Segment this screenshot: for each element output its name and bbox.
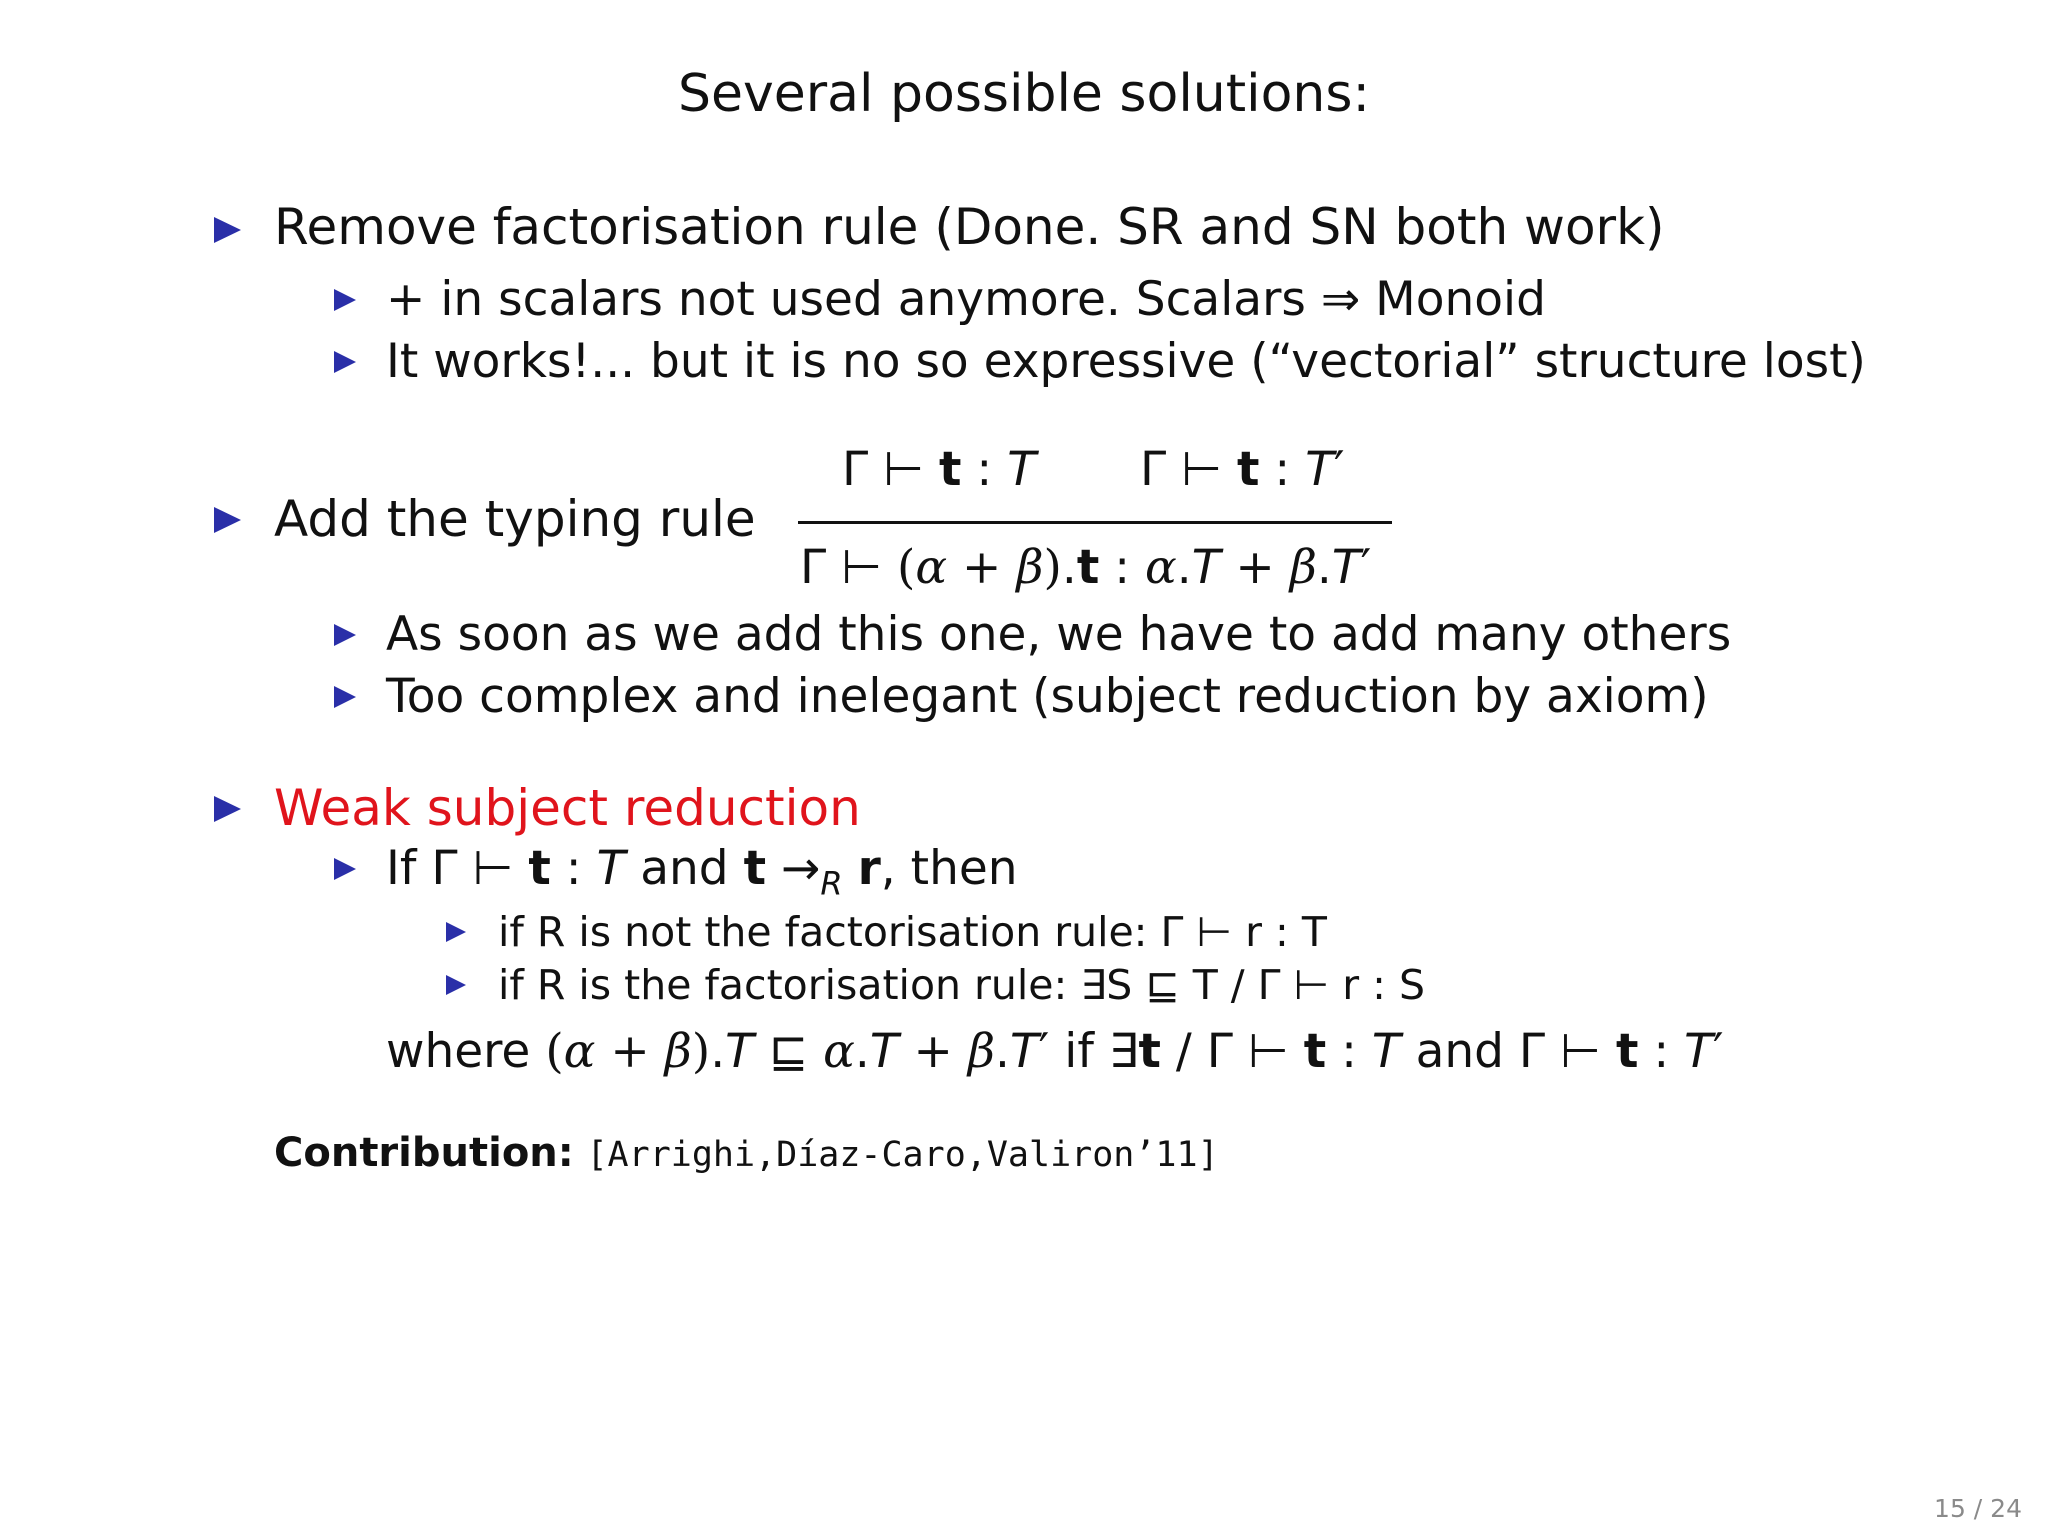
- sub-item-if-condition: If Γ ⊢ t : T and $t \to_R$ r, then: [386, 841, 1018, 903]
- case-not-factorisation: if R is not the factorisation rule: Γ ⊢ r : T: [498, 908, 1327, 956]
- bullet-triangle-icon: [214, 507, 241, 533]
- where-clause: where (α + β).T ⊑ α.T + β.T′ if ∃t / Γ ⊢ t : T and Γ ⊢ t : T′: [386, 1024, 1724, 1079]
- sub-bullet-triangle-icon: [334, 624, 356, 646]
- slide-title: Several possible solutions:: [678, 64, 1370, 124]
- contribution-line: [274, 1130, 1219, 1176]
- sub-bullet-triangle-icon: [334, 289, 356, 311]
- sub-bullet-triangle-icon: [334, 858, 356, 880]
- case-factorisation: if R is the factorisation rule: ∃S ⊑ T / Γ ⊢ r : S: [498, 961, 1426, 1009]
- bullet-triangle-icon: [214, 796, 241, 822]
- contribution-label: Contribution:: [274, 1130, 574, 1176]
- item-weak-subject-reduction: Weak subject reduction: [274, 779, 861, 837]
- sub-item-scalars: + in scalars not used anymore. Scalars ⇒ Monoid: [386, 272, 1546, 327]
- subsub-bullet-triangle-icon: [446, 922, 466, 942]
- page-number: 15 / 24: [1934, 1494, 2022, 1523]
- conclusion: Γ ⊢ (α + β).t : α.T + β.T′: [800, 540, 1372, 595]
- sub-bullet-triangle-icon: [334, 686, 356, 708]
- inference-rule-line: [798, 521, 1392, 524]
- bullet-triangle-icon: [214, 217, 241, 243]
- premise-left: Γ ⊢ t : T: [842, 442, 1036, 497]
- sub-item-add-many-others: As soon as we add this one, we have to add many others: [386, 607, 1732, 662]
- sub-item-it-works: It works!... but it is no so expressive (“vectorial” structure lost): [386, 334, 1866, 389]
- sub-item-too-complex: Too complex and inelegant (subject reduction by axiom): [386, 669, 1709, 724]
- premise-right: Γ ⊢ t : T′: [1140, 442, 1345, 497]
- subsub-bullet-triangle-icon: [446, 975, 466, 995]
- item-remove-factorisation: Remove factorisation rule (Done. SR and SN both work): [274, 198, 1665, 256]
- sub-bullet-triangle-icon: [334, 351, 356, 373]
- item-add-typing-rule: Add the typing rule: [274, 490, 756, 548]
- contribution-reference: [Arrighi,Díaz-Caro,Valiron’11]: [586, 1135, 1219, 1175]
